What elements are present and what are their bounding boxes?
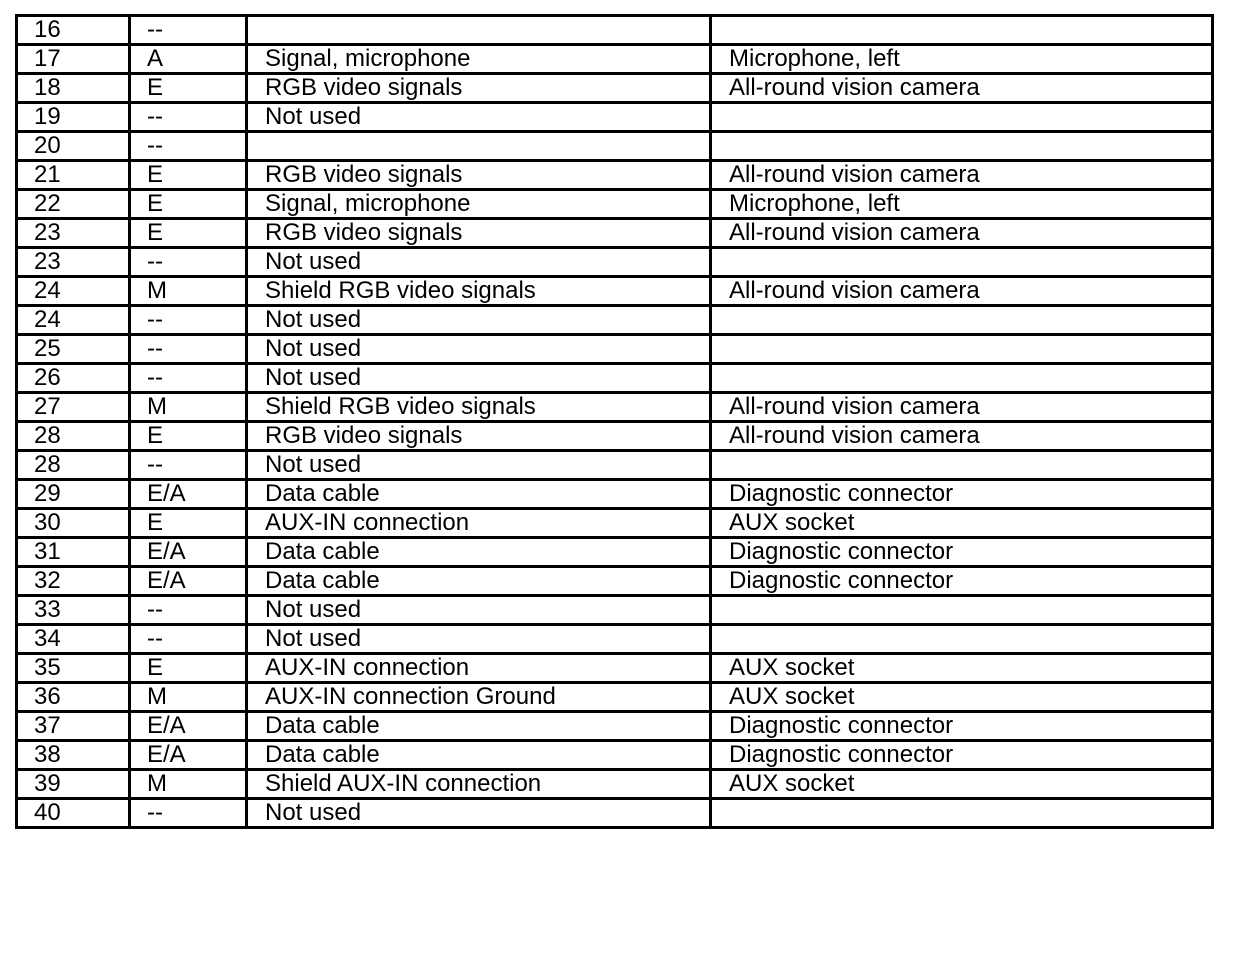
signal-description-cell: AUX-IN connection Ground — [247, 683, 711, 712]
pin-number-cell: 27 — [17, 393, 130, 422]
component-cell: Diagnostic connector — [711, 567, 1213, 596]
signal-direction-cell: -- — [130, 16, 247, 45]
pin-number-cell: 28 — [17, 422, 130, 451]
signal-direction-cell: M — [130, 770, 247, 799]
signal-direction-cell: -- — [130, 132, 247, 161]
table-row — [17, 306, 1213, 335]
signal-direction-cell: E — [130, 219, 247, 248]
table-row — [17, 248, 1213, 277]
table-row — [17, 335, 1213, 364]
component-cell: Diagnostic connector — [711, 712, 1213, 741]
pin-number-cell: 20 — [17, 132, 130, 161]
table-row — [17, 538, 1213, 567]
pin-number-cell: 19 — [17, 103, 130, 132]
table-row — [17, 712, 1213, 741]
component-cell: AUX socket — [711, 509, 1213, 538]
table-row — [17, 190, 1213, 219]
pin-number-cell: 38 — [17, 741, 130, 770]
component-cell: All-round vision camera — [711, 277, 1213, 306]
component-cell: All-round vision camera — [711, 422, 1213, 451]
signal-direction-cell: -- — [130, 625, 247, 654]
signal-description-cell: Not used — [247, 451, 711, 480]
component-cell — [711, 625, 1213, 654]
signal-description-cell: Not used — [247, 364, 711, 393]
component-cell: Microphone, left — [711, 190, 1213, 219]
signal-direction-cell: A — [130, 45, 247, 74]
table-row — [17, 451, 1213, 480]
signal-direction-cell: -- — [130, 451, 247, 480]
signal-direction-cell: E — [130, 509, 247, 538]
table-row — [17, 161, 1213, 190]
signal-description-cell: RGB video signals — [247, 74, 711, 103]
component-cell: AUX socket — [711, 683, 1213, 712]
signal-direction-cell: -- — [130, 335, 247, 364]
pin-number-cell: 37 — [17, 712, 130, 741]
pin-number-cell: 28 — [17, 451, 130, 480]
signal-direction-cell: E/A — [130, 538, 247, 567]
table-row — [17, 393, 1213, 422]
signal-description-cell: AUX-IN connection — [247, 509, 711, 538]
pin-number-cell: 39 — [17, 770, 130, 799]
component-cell — [711, 103, 1213, 132]
signal-direction-cell: -- — [130, 799, 247, 828]
signal-direction-cell: E — [130, 161, 247, 190]
signal-description-cell: Data cable — [247, 480, 711, 509]
component-cell: AUX socket — [711, 654, 1213, 683]
table-row — [17, 683, 1213, 712]
component-cell: AUX socket — [711, 770, 1213, 799]
signal-description-cell: Signal, microphone — [247, 45, 711, 74]
signal-direction-cell: E/A — [130, 712, 247, 741]
component-cell — [711, 132, 1213, 161]
pin-number-cell: 23 — [17, 248, 130, 277]
signal-description-cell: Data cable — [247, 741, 711, 770]
pin-number-cell: 33 — [17, 596, 130, 625]
component-cell — [711, 335, 1213, 364]
table-row — [17, 567, 1213, 596]
signal-description-cell: Data cable — [247, 538, 711, 567]
signal-direction-cell: -- — [130, 248, 247, 277]
component-cell: Diagnostic connector — [711, 480, 1213, 509]
signal-description-cell: Not used — [247, 596, 711, 625]
component-cell: All-round vision camera — [711, 74, 1213, 103]
table-row — [17, 219, 1213, 248]
pin-number-cell: 40 — [17, 799, 130, 828]
pin-number-cell: 29 — [17, 480, 130, 509]
signal-description-cell: Shield AUX-IN connection — [247, 770, 711, 799]
table-row — [17, 625, 1213, 654]
signal-direction-cell: -- — [130, 596, 247, 625]
component-cell: All-round vision camera — [711, 161, 1213, 190]
table-row — [17, 741, 1213, 770]
component-cell: Diagnostic connector — [711, 538, 1213, 567]
pin-number-cell: 26 — [17, 364, 130, 393]
signal-direction-cell: E — [130, 654, 247, 683]
signal-direction-cell: -- — [130, 306, 247, 335]
signal-direction-cell: -- — [130, 364, 247, 393]
pin-number-cell: 35 — [17, 654, 130, 683]
pin-assignment-table — [15, 14, 1214, 829]
component-cell — [711, 16, 1213, 45]
signal-description-cell: Not used — [247, 248, 711, 277]
component-cell — [711, 306, 1213, 335]
signal-description-cell: RGB video signals — [247, 422, 711, 451]
pin-number-cell: 31 — [17, 538, 130, 567]
table-row — [17, 277, 1213, 306]
component-cell — [711, 799, 1213, 828]
pin-number-cell: 23 — [17, 219, 130, 248]
pin-number-cell: 32 — [17, 567, 130, 596]
pin-number-cell: 30 — [17, 509, 130, 538]
signal-description-cell: Not used — [247, 103, 711, 132]
signal-description-cell: RGB video signals — [247, 161, 711, 190]
signal-description-cell: Data cable — [247, 712, 711, 741]
signal-description-cell: Not used — [247, 799, 711, 828]
signal-description-cell: Shield RGB video signals — [247, 277, 711, 306]
signal-direction-cell: E/A — [130, 567, 247, 596]
component-cell: Diagnostic connector — [711, 741, 1213, 770]
table-row — [17, 103, 1213, 132]
table-row — [17, 799, 1213, 828]
signal-description-cell — [247, 16, 711, 45]
table-row — [17, 596, 1213, 625]
pin-number-cell: 21 — [17, 161, 130, 190]
pin-number-cell: 25 — [17, 335, 130, 364]
signal-description-cell: Not used — [247, 625, 711, 654]
table-row — [17, 132, 1213, 161]
component-cell — [711, 596, 1213, 625]
pin-number-cell: 18 — [17, 74, 130, 103]
component-cell — [711, 248, 1213, 277]
signal-direction-cell: M — [130, 683, 247, 712]
signal-description-cell: AUX-IN connection — [247, 654, 711, 683]
table-row — [17, 74, 1213, 103]
pin-number-cell: 34 — [17, 625, 130, 654]
signal-description-cell — [247, 132, 711, 161]
component-cell: All-round vision camera — [711, 393, 1213, 422]
pin-table-body — [17, 16, 1213, 828]
pin-number-cell: 22 — [17, 190, 130, 219]
table-row — [17, 16, 1213, 45]
signal-description-cell: Shield RGB video signals — [247, 393, 711, 422]
signal-direction-cell: M — [130, 277, 247, 306]
table-row — [17, 509, 1213, 538]
signal-description-cell: Not used — [247, 335, 711, 364]
signal-description-cell: Data cable — [247, 567, 711, 596]
table-row — [17, 45, 1213, 74]
signal-direction-cell: -- — [130, 103, 247, 132]
table-row — [17, 654, 1213, 683]
signal-direction-cell: E — [130, 74, 247, 103]
table-row — [17, 480, 1213, 509]
signal-description-cell: Signal, microphone — [247, 190, 711, 219]
component-cell — [711, 364, 1213, 393]
table-row — [17, 364, 1213, 393]
pin-number-cell: 36 — [17, 683, 130, 712]
signal-description-cell: RGB video signals — [247, 219, 711, 248]
pin-number-cell: 17 — [17, 45, 130, 74]
component-cell: All-round vision camera — [711, 219, 1213, 248]
signal-direction-cell: E/A — [130, 741, 247, 770]
table-row — [17, 422, 1213, 451]
signal-direction-cell: E — [130, 190, 247, 219]
signal-direction-cell: E — [130, 422, 247, 451]
signal-direction-cell: M — [130, 393, 247, 422]
component-cell — [711, 451, 1213, 480]
pin-number-cell: 24 — [17, 306, 130, 335]
table-row — [17, 770, 1213, 799]
pin-number-cell: 24 — [17, 277, 130, 306]
signal-description-cell: Not used — [247, 306, 711, 335]
pin-number-cell: 16 — [17, 16, 130, 45]
component-cell: Microphone, left — [711, 45, 1213, 74]
signal-direction-cell: E/A — [130, 480, 247, 509]
